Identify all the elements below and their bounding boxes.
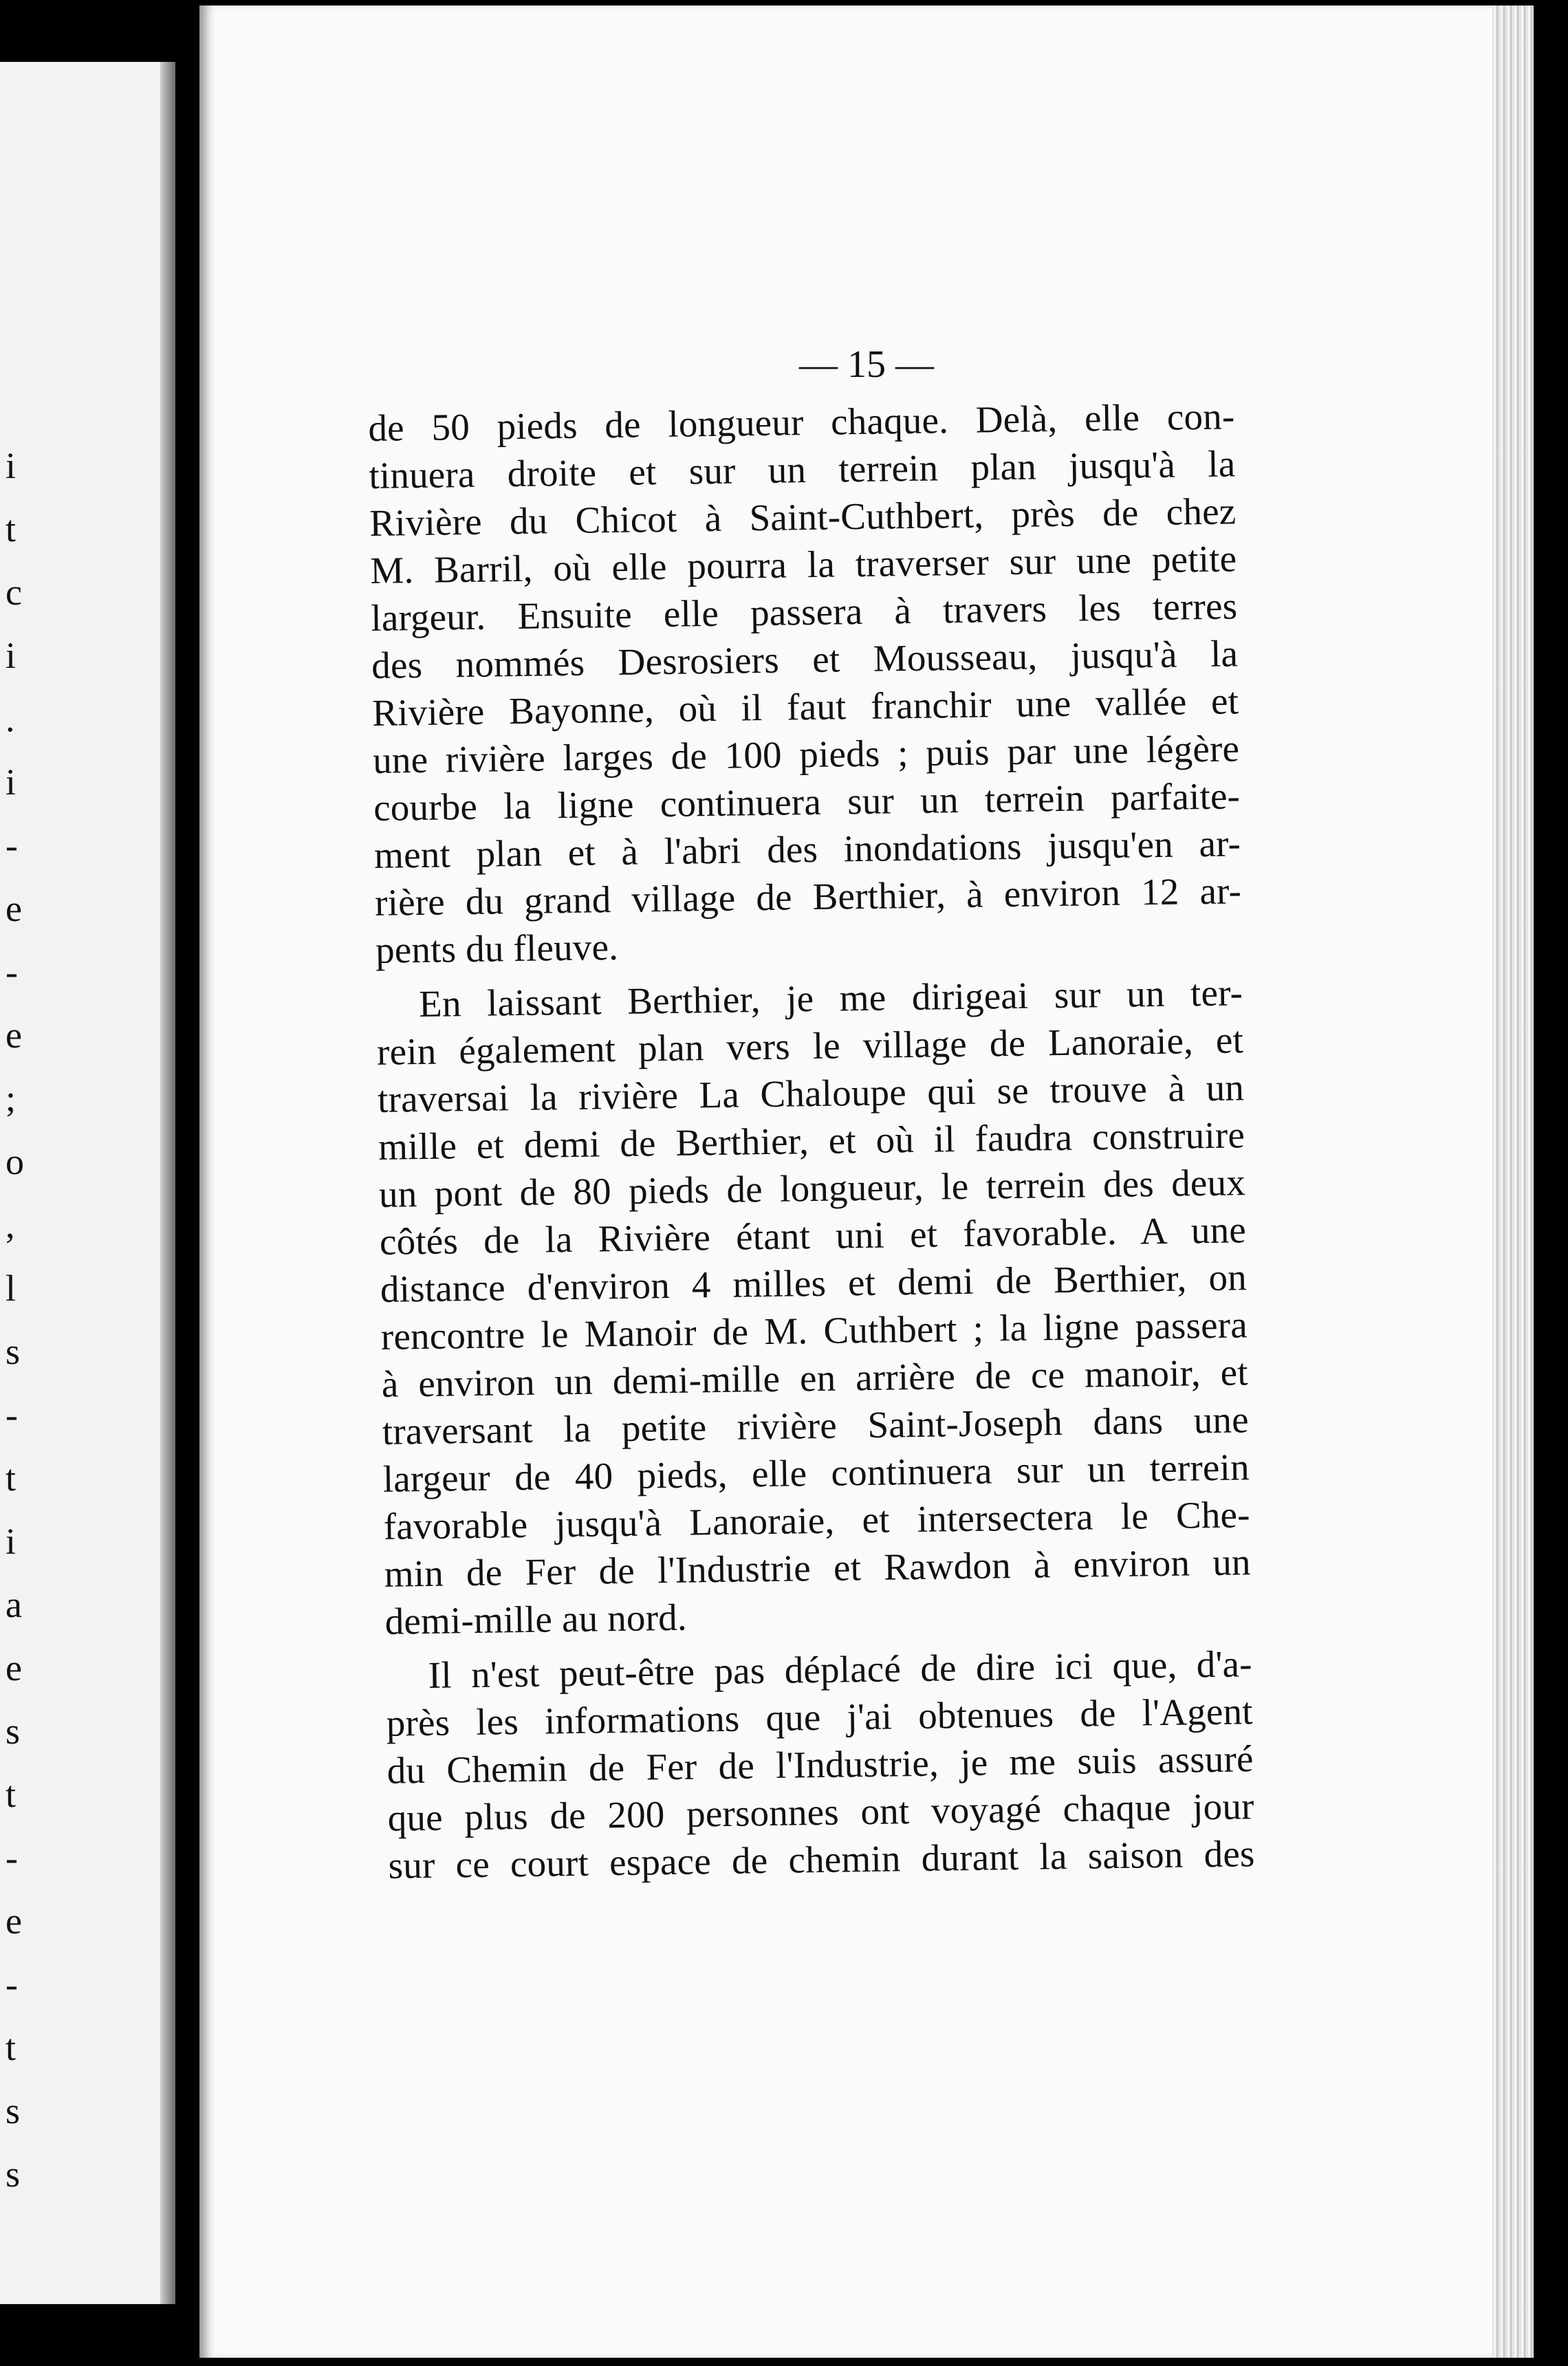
margin-fragment: i: [6, 761, 17, 803]
text-line: favorable jusqu'à Lanoraie, et intersectera le Che-: [383, 1493, 1251, 1548]
margin-fragment: e: [6, 1647, 22, 1689]
text-line: pents du fleuve.: [375, 925, 619, 971]
text-line: largeur de 40 pieds, elle continuera sur un terrein: [382, 1446, 1250, 1500]
text-line: à environ un demi-mille en arrière de ce manoir, et: [381, 1351, 1249, 1405]
margin-fragment: s: [6, 2153, 21, 2195]
text-line: traversant la petite rivière Saint-Joseph dans une: [382, 1398, 1250, 1453]
margin-fragment: t: [6, 1457, 17, 1499]
text-line: de 50 pieds de longueur chaque. Delà, elle con-: [368, 395, 1235, 449]
margin-fragment: i: [6, 445, 17, 486]
margin-fragment: e: [6, 1014, 22, 1056]
margin-fragment: e: [6, 888, 22, 929]
page: [199, 6, 1492, 2358]
paragraph: [376, 968, 1252, 1645]
margin-fragment: -: [6, 825, 18, 866]
text-line: mille et demi de Berthier, et où il faudra construire: [378, 1114, 1245, 1168]
text-line: courbe la ligne continuera sur un terrein parfaite-: [373, 774, 1241, 829]
text-line: Il n'est peut-être pas déplacé de dire ici que, d'a-: [428, 1642, 1253, 1696]
text-line: rencontre le Manoir de M. Cuthbert ; la ligne passera: [380, 1303, 1248, 1358]
text-line: côtés de la Rivière étant uni et favorable. A une: [379, 1208, 1247, 1263]
margin-fragment: ;: [6, 1078, 17, 1119]
text-line: min de Fer de l'Industrie et Rawdon à environ un: [384, 1541, 1252, 1595]
paragraph: [368, 392, 1242, 974]
text-line: un pont de 80 pieds de longueur, le terrein des deux: [378, 1161, 1246, 1215]
margin-fragment: t: [6, 2027, 17, 2068]
text-line: une rivière larges de 100 pieds ; puis par une légère: [372, 727, 1240, 781]
margin-fragment: s: [6, 1331, 21, 1372]
paragraph: [385, 1640, 1255, 1889]
body-text: [368, 392, 1255, 1896]
text-line: du Chemin de Fer de l'Industrie, je me suis assuré: [386, 1737, 1254, 1792]
margin-fragment: a: [6, 1584, 22, 1625]
text-line: En laissant Berthier, je me dirigeai sur un ter-: [418, 971, 1243, 1025]
margin-fragment: o: [6, 1141, 24, 1182]
margin-fragment: t: [6, 1774, 17, 1815]
text-line: demi-mille au nord.: [384, 1596, 688, 1642]
margin-fragment: ,: [6, 1204, 15, 1246]
margin-fragment: s: [6, 2090, 21, 2131]
margin-fragment: i: [6, 635, 17, 676]
text-line: tinuera droite et sur un terrein plan jusqu'à la: [369, 442, 1236, 497]
margin-fragment: e: [6, 1900, 22, 1942]
text-line: traversai la rivière La Chaloupe qui se trouve à un: [377, 1066, 1245, 1120]
margin-fragment: c: [6, 572, 22, 613]
margin-fragment: t: [6, 508, 17, 550]
margin-fragment: -: [6, 951, 18, 992]
margin-fragment: -: [6, 1394, 18, 1435]
text-line: distance d'environ 4 milles et demi de Berthier, on: [380, 1256, 1248, 1310]
text-line: des nommés Desrosiers et Mousseau, jusqu'à la: [371, 632, 1239, 686]
text-line: Rivière Bayonne, où il faut franchir une vallée et: [371, 680, 1239, 734]
text-line: rein également plan vers le village de Lanoraie, et: [376, 1019, 1244, 1073]
text-line: largeur. Ensuite elle passera à travers les terres: [370, 585, 1238, 639]
margin-fragment: l: [6, 1268, 17, 1309]
text-line: ment plan et à l'abri des inondations jusqu'en ar-: [373, 822, 1241, 876]
margin-fragment: -: [6, 1964, 18, 2005]
margin-fragment: s: [6, 1711, 21, 1752]
text-line: M. Barril, où elle pourra la traverser sur une petite: [369, 537, 1237, 592]
text-line: près les informations que j'ai obtenues de l'Agent: [386, 1690, 1254, 1744]
previous-page-edge: [0, 62, 175, 2304]
page-number: — 15 —: [799, 343, 934, 386]
text-line: rière du grand village de Berthier, à environ 12 ar-: [374, 869, 1242, 924]
margin-fragment: .: [6, 698, 15, 739]
book-gutter: [160, 62, 175, 2304]
margin-fragment: -: [6, 1837, 18, 1878]
text-line: que plus de 200 personnes ont voyagé chaque jour: [387, 1785, 1255, 1839]
page-stack-edge: [1492, 6, 1534, 2358]
text-line: sur ce court espace de chemin durant la saison des: [388, 1832, 1255, 1887]
text-line: Rivière du Chicot à Saint-Cuthbert, près de chez: [369, 490, 1237, 544]
margin-fragment: i: [6, 1521, 17, 1562]
